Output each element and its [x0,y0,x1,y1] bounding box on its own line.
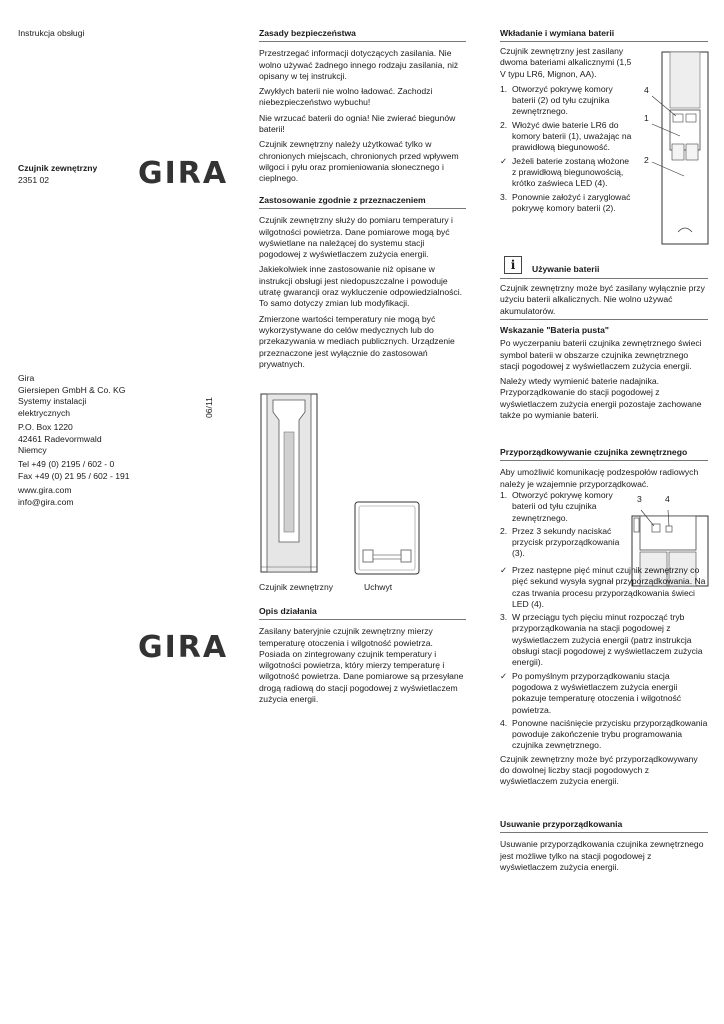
step-item: 4. Ponowne naciśnięcie przycisku przyporządkowania powoduje zakończenie trybu programowania czujnika zewnętrznego. [500,717,708,751]
function-heading: Opis działania [259,606,466,620]
battery-heading: Wkładanie i wymiana baterii [500,28,708,42]
usage-paragraph: Zmierzone wartości temperatury nie mogą być wykorzystywane do celów medycznych lub do przekazywania w mediach publicznych. Urządzenie przeznaczone jest wyłącznie do zastosowań prywatnych. [259,313,455,369]
safety-paragraph: Przestrzegać informacji dotyczących zasilania. Nie wolno używać żadnego innego rodzaju zasilania, niż opisany w tej instrukcji. [259,48,459,81]
fig1-label: 2 [644,155,649,165]
pair-intro: Aby umożliwić komunikację podzespołów radiowych należy je wzajemnie przyporządkować. [500,467,699,489]
pair-outro: Czujnik zewnętrzny może być przyporządkowywany do dowolnej liczby stacji pogodowych z wyświetlaczem zużycia energii. [500,753,698,787]
address-postal: P.O. Box 1220 42461 Radevormwald Niemcy [18,422,102,456]
pair-section [500,447,708,494]
caption-holder: Uchwyt [364,582,393,592]
note-divider [500,278,708,279]
usage-paragraph: Czujnik zewnętrzny służy do pomiaru temperatury i wilgotności powietrza. Dane pomiarowe mogą być wyświetlane na należącej do systemu stacji pogodowej z wyświetlaczem zużycia energii. [259,215,453,260]
step-item: 3. Ponownie założyć i zaryglować pokrywę komory baterii (2). [500,191,631,213]
step-item: ✓ Jeżeli baterie zostaną włożone z prawidłową biegunowością, krótko zaświeca LED (4). [500,155,630,189]
battery-section [500,46,632,216]
empty-heading: Wskazanie "Bateria pusta" [500,325,609,335]
unpair-paragraph: Usuwanie przyporządkowania czujnika zewnętrznego jest możliwe tylko na stacji pogodowej z wyświetlaczem zużycia energii. [500,839,704,872]
empty-section [500,325,708,425]
fig2-label: 4 [665,494,670,504]
usage-heading: Zastosowanie zgodnie z przeznaczeniem [259,195,466,209]
fig2-label: 3 [637,494,642,504]
phone-block: Tel +49 (0) 2195 / 602 - 0 Fax +49 (0) 21 95 / 602 - 191 [18,459,130,481]
empty-paragraph: Po wyczerpaniu baterii czujnika zewnętrznego świeci symbol baterii w obszarze czujnika zewnętrznego stacji pogodowej z wyświetlaczem zużycia energii. [500,338,702,371]
product-illustration [259,392,469,582]
pair-steps-bottom [500,565,708,792]
battery-figure [640,44,712,248]
step-item: 2. Włożyć dwie baterie LR6 do komory baterii (1), uważając na prawidłową biegunowość. [500,119,632,153]
function-paragraph: Zasilany bateryjnie czujnik zewnętrzny mierzy temperaturę otoczenia i wilgotność powietrza. Posiada on zintegrowany czujnik temperatury i wilgotności powietrza, który mierzy temperaturę i wilgotność powietrza. Dane pomiarowe są przesyłane drogą radiową do stacji pogodowej z wyświetlaczem zużycia energii. [259,626,464,705]
product-code: 2351 02 [18,175,50,185]
step-item: 2. Przez 3 sekundy naciskać przycisk przyporządkowania (3). [500,525,620,559]
battery-steps [500,84,632,214]
product-name: Czujnik zewnętrzny [18,163,98,173]
step-item: 1. Otworzyć pokrywę komory baterii (2) od tyłu czujnika zewnętrznego. [500,83,613,117]
unpair-section [500,819,708,877]
middle-column [259,28,466,189]
sensor-drawing [261,394,317,572]
usage-paragraph: Jakiekolwiek inne zastosowanie niż opisane w instrukcji obsługi jest niedopuszczalne i powoduje utratę gwarancji oraz wykluczenie odpowiedzialności. To samo dotyczy zmian lub modyfikacji. [259,264,463,309]
fig1-label: 4 [644,85,649,95]
note-text: Czujnik zewnętrzny może być zasilany wyłącznie przy użyciu baterii alkalicznych. Nie wolno używać akumulatorów. [500,283,705,316]
usage-section [259,195,466,374]
note-divider-bottom [500,319,708,320]
battery-intro: Czujnik zewnętrzny jest zasilany dwoma bateriami alkalicznymi (1,5 V typu LR6, Mignon, AA). [500,46,632,79]
fig1-label: 1 [644,113,649,123]
step-item: 3. W przeciągu tych pięciu minut rozpocząć tryb przyporządkowania na stacji pogodowej z wyświetlaczem zużycia energii (patrz instrukcja obsługi stacji pogodowej z wyświetlaczem zużycia energii). [500,612,703,668]
note-title: Używanie baterii [532,264,600,274]
pair-heading: Przyporządkowywanie czujnika zewnętrznego [500,447,708,461]
holder-drawing [355,502,419,574]
step-item: ✓ Po pomyślnym przyporządkowaniu stacja pogodowa z wyświetlaczem zużycia energii pokazuje temperaturę otoczenia i wilgotność powietrza. [500,670,682,715]
address-block: Gira Giersiepen GmbH & Co. KG Systemy instalacji elektrycznych [18,373,126,418]
gira-logo-bottom: GIRA [138,630,229,665]
empty-paragraph: Należy wtedy wymienić baterie nadajnika. Przyporządkowanie do stacji pogodowej z wyświetlaczem zużycia energii pozostaje zachowane także po wymianie baterii. [500,376,702,421]
doc-type: Instrukcja obsługi [18,28,85,38]
step-item: ✓ Przez następne pięć minut czujnik zewnętrzny co pięć sekund wysyła sygnał przyporządkowania. Na czas trwania procesu przyporządkowania świeci LED (4). [500,565,706,609]
safety-paragraph: Zwykłych baterii nie wolno ładować. Zachodzi niebezpieczeństwo wybuchu! [259,86,433,108]
safety-paragraph: Czujnik zewnętrzny należy użytkować tylko w chronionych miejscach, chronionych przed wpływem wilgoci i pyłu oraz promieniowania słonecznego i cieplnego. [259,139,459,184]
function-section [259,606,466,709]
info-icon: i [504,256,522,274]
web-block: www.gira.com info@gira.com [18,485,74,507]
safety-paragraph: Nie wrzucać baterii do ognia! Nie zwierać biegunów baterii! [259,112,456,135]
safety-heading: Zasady bezpieczeństwa [259,28,466,42]
date-code: 06/11 [204,397,214,418]
pair-steps-top [500,490,625,562]
step-item: 1. Otworzyć pokrywę komory baterii od tyłu czujnika zewnętrznego. [500,490,613,523]
caption-sensor: Czujnik zewnętrzny [259,582,334,592]
gira-logo-top: GIRA [138,156,229,191]
unpair-heading: Usuwanie przyporządkowania [500,819,708,833]
